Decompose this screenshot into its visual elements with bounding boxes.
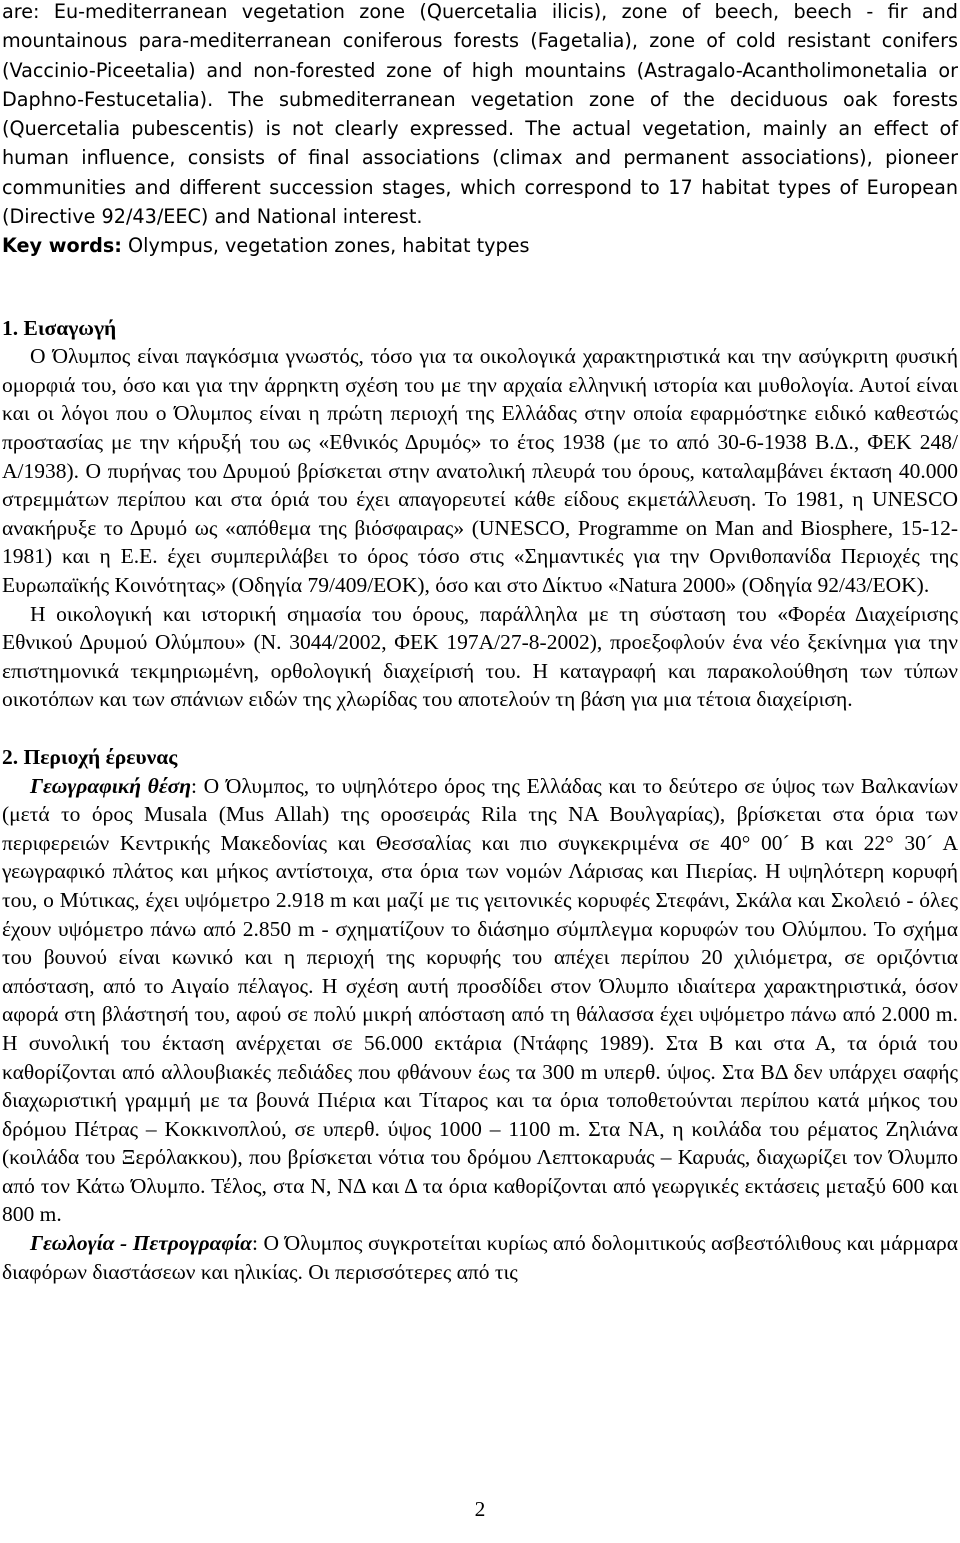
geography-paragraph (2, 772, 958, 1230)
section-1-title: 1. Εισαγωγή (2, 315, 117, 340)
english-abstract (2, 0, 958, 261)
geography-text: : Ο Όλυμπος, το υψηλότερο όρος της Ελλάδας και το δεύτερο σε ύψος των Βαλκανίων (μετά το όρος Musala (Mus Allah) της οροσειράς Rila της ΝΑ Βουλγαρίας), βρίσκεται στα όρια των περιφερειών Κεντρικής Μακεδονίας και Θεσσαλίας και πιο συγκεκριμένα σε 40° 00´ Β και 22° 30´ Α γεωγραφικό πλάτος και μήκος αντίστοιχα, στα όρια των νομών Λάρισας και Πιερίας. Η υψηλότερη κορυφή του, ο Μύτικας, έχει υψόμετρο 2.918 m και μαζί με τις γειτονικές κορυφές Στεφάνι, Σκάλα και Σκολειό - όλες έχουν υψόμετρο πάνω από 2.850 m - σχηματίζουν το διάσημο σύμπλεγμα κορυφών του Ολύμπου. Το σχήμα του βουνού είναι κωνικό και η περιοχή της κορυφής του απέχει περίπου 20 χιλιόμετρα, σε οριζόντια απόσταση, από το Αιγαίο πέλαγος. Η σχέση αυτή προσδίδει στον Όλυμπο ιδιαίτερα χαρακτηριστικά, όσον αφορά στη βλάστησή του, αφού σε πολύ μικρή απόσταση από τη θάλασσα έχει υψόμετρο πάνω από 2.000 m. Η συνολική του έκταση ανέρχεται σε 56.000 εκτάρια (Ντάφης 1989). Στα Β και στα Α, τα όριά του καθορίζονται από αλλουβιακές πεδιάδες που φθάνουν έως τα 300 m υπερθ. ύψος. Στα ΒΔ δεν υπάρχει σαφής διαχωριστική γραμμή με τα βουνά Πιέρια και Τίταρος και τα όρια τοποθετούνται περίπου κατά μήκος του δρόμου Πέτρας – Κοκκινοπλού, σε υπερθ. ύψος 1000 – 1100 m. Στα ΝΑ, η κοιλάδα του ρέματος Ζηλιάνα (κοιλάδα του Ξερόλακκου), που βρίσκεται νότια του δρόμου Λεπτοκαρυάς – Καρυάς, διαχωρίζει τον Όλυμπο από τον Κάτω Όλυμπο. Τέλος, στα Ν, ΝΔ και Δ τα όρια καθορίζονται από γεωργικές εκτάσεις μεταξύ 600 και 800 m. (2, 773, 959, 1227)
page-number: 2 (474, 1497, 486, 1521)
keywords-label: Key words: (2, 234, 122, 258)
section-2-body (2, 772, 958, 1287)
geology-paragraph (2, 1229, 958, 1286)
geology-label: Γεωλογία - Πετρογραφία (30, 1231, 252, 1256)
keywords-list: Olympus, vegetation zones, habitat types (121, 234, 530, 258)
section-2-title: 2. Περιοχή έρευνας (2, 744, 178, 769)
geology-text: : Ο Όλυμπος συγκροτείται κυρίως από δολομιτικούς ασβεστόλιθους και μάρμαρα διαφόρων διαστάσεων και ηλικίας. Οι περισσότερες από τις (2, 1231, 958, 1284)
section-1-paragraph-1: Ο Όλυμπος είναι παγκόσμια γνωστός, τόσο για τα οικολογικά χαρακτηριστικά και την ασύγκριτη φυσική ομορφιά του, όσο και για την άρρηκτη σχέση του με την αρχαία ελληνική ιστορία και μυθολογία. Αυτοί είναι και οι λόγοι που ο Όλυμπος είναι η πρώτη περιοχή της Ελλάδας στην οποία εφαρμόστηκε ειδικό καθεστώς προστασίας με την κήρυξή του ως «Εθνικός Δρυμός» το έτος 1938 (με το από 30-6-1938 Β.Δ., ΦΕΚ 248/Α/1938). Ο πυρήνας του Δρυμού βρίσκεται στην ανατολική πλευρά του όρους, καταλαμβάνει έκταση 40.000 στρεμμάτων περίπου και στα όριά του έχει απαγορευτεί κάθε είδους εκμετάλλευση. Το 1981, η UNESCO ανακήρυξε το Δρυμό ως «απόθεμα της βιόσφαιρας» (UNESCO, Programme on Man and Biosphere, 15-12-1981) και η Ε.Ε. έχει συμπεριλάβει το όρος τόσο στις «Σημαντικές για την Ορνιθοπανίδα Περιοχές της Ευρωπαϊκής Κοινότητας» (Οδηγία 79/409/ΕΟΚ), όσο και στο Δίκτυο «Natura 2000» (Οδηγία 92/43/ΕΟΚ). (2, 344, 958, 598)
section-1-paragraph-2: Η οικολογική και ιστορική σημασία του όρους, παράλληλα με τη σύσταση του «Φορέα Διαχείρισης Εθνικού Δρυμού Ολύμπου» (Ν. 3044/2002, ΦΕΚ 197Α/27-8-2002), προεξοφλούν ένα νέο ξεκίνημα για την επιστημονικά τεκμηριωμένη, ορθολογική διαχείρισή του. Η καταγραφή και παρακολούθηση των τύπων οικοτόπων και των σπάνιων ειδών της χλωρίδας του αποτελούν τη βάση για μια τέτοια διαχείριση. (2, 601, 958, 712)
geography-label: Γεωγραφική θέση (30, 773, 192, 798)
section-1-body (2, 342, 958, 714)
keywords-line (2, 231, 958, 260)
abstract-paragraph: are: Eu-mediterranean vegetation zone (Quercetalia ilicis), zone of beech, beech - fir and mountainous para-mediterranean coniferous forests (Fagetalia), zone of cold resistant conifers (Vaccinio-Piceetalia) and non-forested zone of high mountains (Astragalo-Acantholimonetalia or Daphno-Festucetalia). The submediterranean vegetation zone of the deciduous oak forests (Quercetalia pubescentis) is not clearly expressed. The actual vegetation, mainly an effect of human influence, consists of final associations (climax and permanent associations), pioneer communities and different succession stages, which correspond to 17 habitat types of European (Directive 92/43/EEC) and National interest. (2, 0, 958, 229)
